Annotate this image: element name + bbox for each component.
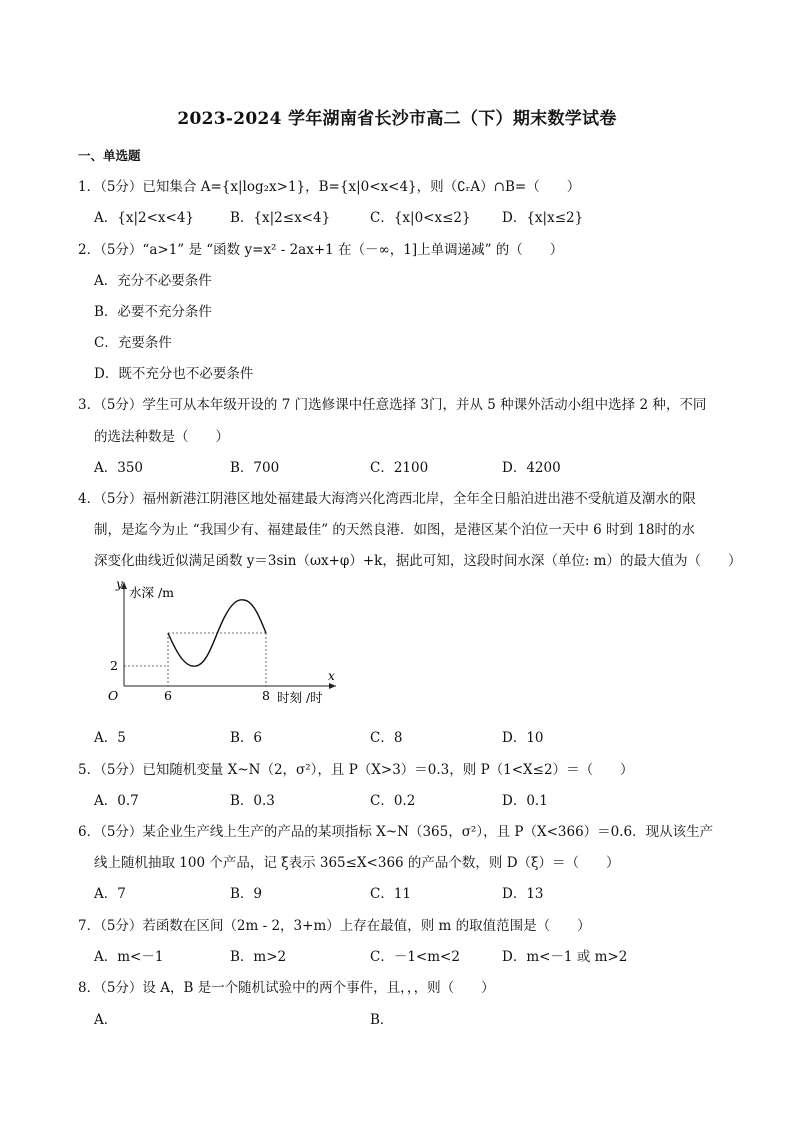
q3-option-d: D．4200	[502, 460, 561, 476]
q7-stem: 7．（5分）若函数在区间（2m - 2，3+m）上存在最值，则 m 的取值范围是（ ）	[78, 918, 591, 934]
q3-option-b: B．700	[230, 460, 280, 476]
q5-option-c: C．0.2	[370, 793, 416, 809]
q6-option-a: A．7	[94, 886, 126, 902]
y-axis-letter: y	[116, 577, 123, 591]
q5-option-d: D．0.1	[502, 793, 548, 809]
q8-stem: 8．（5分）设 A，B 是一个随机试验中的两个事件，且，，，则（ ）	[78, 980, 495, 996]
q3-stem-line1: 3．（5分）学生可从本年级开设的 7 门选修课中任意选择 3门，并从 5 种课外活动小组中选择 2 种，不同	[78, 397, 707, 413]
q3-stem-line2: 的选法种数是（ ）	[94, 429, 229, 445]
tick-y-2: 2	[110, 658, 118, 673]
q2-option-c: C．充要条件	[94, 335, 172, 351]
q6-option-d: D．13	[502, 886, 544, 902]
q8-option-a: A．	[94, 1012, 118, 1028]
q4-option-b: B．6	[230, 730, 263, 746]
q1-stem: 1．（5分）已知集合 A={x|log₂x>1}，B={x|0<x<4}，则（∁ᵣA）∩B=（ ）	[78, 179, 581, 195]
q2-option-b: B．必要不充分条件	[94, 304, 212, 320]
q1-option-a: A．{x|2<x<4}	[94, 210, 195, 226]
q4-option-d: D．10	[502, 730, 544, 746]
tick-x-6: 6	[164, 688, 172, 703]
q6-option-b: B．9	[230, 886, 263, 902]
q1-option-b: B．{x|2≤x<4}	[230, 210, 331, 226]
q5-option-a: A．0.7	[94, 793, 139, 809]
q7-option-c: C．－1<m<2	[370, 949, 460, 965]
x-axis-arrow	[329, 683, 336, 689]
q6-stem-line1: 6．（5分）某企业生产线上生产的产品的某项指标 X~N（365，σ²），且 P（X<366）＝0.6．现从该生产	[78, 824, 714, 840]
q4-stem-line1: 4．（5分）福州新港江阴港区地处福建最大海湾兴化湾西北岸，全年全日船泊进出港不受航道及潮水的限	[78, 491, 696, 507]
q4-option-c: C．8	[370, 730, 403, 746]
depth-curve	[168, 600, 266, 666]
q2-option-a: A．充分不必要条件	[94, 273, 212, 289]
x-axis-letter: x	[328, 669, 335, 683]
q4-stem-line3: 深变化曲线近似满足函数 y＝3sin（ωx+φ）+k，据此可知，这段时间水深（单位: m）的最大值为（ ）	[94, 553, 742, 569]
q5-option-b: B．0.3	[230, 793, 275, 809]
q2-stem: 2．（5分）“a>1” 是 “函数 y=x² - 2ax+1 在（－∞，1]上单调递减” 的（ ）	[78, 242, 564, 258]
q1-option-c: C．{x|0<x≤2}	[370, 210, 471, 226]
q1-option-d: D．{x|x≤2}	[502, 210, 584, 226]
q6-stem-line2: 线上随机抽取 100 个产品，记 ξ表示 365≤X<366 的产品个数，则 D（ξ）＝（ ）	[94, 855, 620, 871]
tick-x-8: 8	[262, 688, 270, 703]
y-axis-label: 水深 /m	[129, 585, 175, 600]
q7-option-b: B．m>2	[230, 949, 287, 965]
exam-title: 2023-2024 学年湖南省长沙市高二（下）期末数学试卷	[177, 109, 617, 129]
section-heading: 一、单选题	[78, 148, 141, 163]
q4-option-a: A．5	[94, 730, 126, 746]
q4-stem-line2: 制，是迄今为止 “我国少有、福建最佳” 的天然良港．如图，是港区某个泊位一天中 6 时到 18时的水	[94, 522, 696, 538]
q3-option-a: A．350	[94, 460, 144, 476]
origin-label: O	[108, 688, 119, 703]
q7-option-d: D．m<－1 或 m>2	[502, 949, 628, 965]
q2-option-d: D．既不充分也不必要条件	[94, 366, 254, 382]
water-depth-graph	[96, 576, 356, 706]
q7-option-a: A．m<－1	[94, 949, 164, 965]
x-axis-label: 时刻 /时	[277, 690, 323, 705]
q3-option-c: C．2100	[370, 460, 429, 476]
q8-option-b: B．	[370, 1012, 394, 1028]
q5-stem: 5．（5分）已知随机变量 X~N（2，σ²），且 P（X>3）＝0.3，则 P（1<X≤2）＝（ ）	[78, 762, 634, 778]
q6-option-c: C．11	[370, 886, 412, 902]
